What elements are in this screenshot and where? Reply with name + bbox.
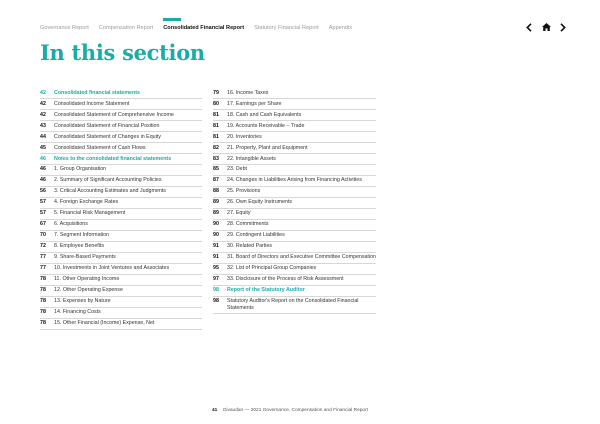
- toc-entry-link[interactable]: [213, 143, 376, 154]
- toc-entry-label: 20. Inventories: [227, 133, 262, 140]
- chevron-left-icon: [526, 23, 532, 32]
- toc-entry-link[interactable]: [213, 297, 376, 315]
- toc-entry-link[interactable]: [40, 187, 202, 198]
- toc-section-link[interactable]: [213, 286, 376, 297]
- toc-entry-link[interactable]: [40, 297, 202, 308]
- toc-entry-label: 4. Foreign Exchange Rates: [54, 199, 119, 206]
- toc-page-number: 90: [213, 221, 219, 228]
- toc-page-number: 91: [213, 243, 219, 250]
- toc-entry-link[interactable]: [213, 110, 376, 121]
- toc-entry-label: Consolidated Statement of Cash Flows: [54, 144, 146, 151]
- toc-entry-label: 19. Accounts Receivable – Trade: [227, 122, 305, 129]
- toc-page-number: 82: [213, 144, 219, 151]
- toc-section-link[interactable]: [40, 88, 202, 99]
- footer-page-number: 41: [212, 408, 218, 413]
- toc-entry-link[interactable]: [213, 264, 376, 275]
- tab-appendix[interactable]: Appendix: [328, 25, 353, 31]
- toc-entry-link[interactable]: [213, 209, 376, 220]
- toc-entry-label: Consolidated Statement of Financial Position: [54, 122, 160, 129]
- tab-statutory-financial-report[interactable]: Statutory Financial Report: [254, 25, 319, 31]
- toc-entry-link[interactable]: [40, 220, 202, 231]
- toc-entry-link[interactable]: [213, 187, 376, 198]
- toc-entry-link[interactable]: [40, 121, 202, 132]
- toc-entry-link[interactable]: [213, 88, 376, 99]
- tab-consolidated-financial-report[interactable]: Consolidated Financial Report: [163, 22, 244, 34]
- toc-entry-link[interactable]: [40, 286, 202, 297]
- toc-entry-label: Notes to the consolidated financial statements: [54, 155, 172, 162]
- toc-entry-link[interactable]: [40, 275, 202, 286]
- toc-entry-label: 31. Board of Directors and Executive Committee Compensation: [227, 254, 376, 261]
- toc-entry-label: 24. Changes in Liabilities Arising from Financing Activities: [227, 177, 362, 184]
- page-footer: [212, 408, 368, 413]
- toc-entry-label: 30. Related Parties: [227, 243, 273, 250]
- toc-entry-label: 7. Segment Information: [54, 232, 110, 239]
- toc-entry-label: Consolidated Statement of Changes in Equity: [54, 133, 161, 140]
- footer-text: Givaudan — 2021 Governance, Compensation and Financial Report: [222, 408, 369, 413]
- toc-entry-link[interactable]: [213, 242, 376, 253]
- toc-page-number: 89: [213, 199, 219, 206]
- toc-entry-label: 15. Other Financial (Income) Expense, Net: [54, 320, 155, 327]
- toc-entry-label: 3. Critical Accounting Estimates and Judgments: [54, 188, 166, 195]
- toc-entry-link[interactable]: [40, 264, 202, 275]
- toc-entry-link[interactable]: [40, 132, 202, 143]
- toc-entry-link[interactable]: [40, 319, 202, 330]
- toc-page-number: 46: [40, 177, 46, 184]
- toc-entry-link[interactable]: [40, 99, 202, 110]
- toc-entry-label: 9. Share-Based Payments: [54, 254, 116, 261]
- toc-entry-link[interactable]: [213, 176, 376, 187]
- toc-page-number: 46: [40, 166, 46, 173]
- toc-page-number: 98: [213, 298, 219, 305]
- toc-entry-link[interactable]: [40, 209, 202, 220]
- toc-entry-label: 33. Disclosure of the Process of Risk Assessment: [227, 276, 344, 283]
- toc-page-number: 89: [213, 210, 219, 217]
- toc-entry-link[interactable]: [213, 99, 376, 110]
- toc-page-number: 81: [213, 133, 219, 140]
- toc-entry-label: 28. Commitments: [227, 221, 269, 228]
- toc-page-number: 70: [40, 232, 46, 239]
- toc-entry-label: 21. Property, Plant and Equipment: [227, 144, 308, 151]
- toc-entry-link[interactable]: [213, 198, 376, 209]
- toc-page-number: 77: [40, 254, 46, 261]
- toc-page-number: 42: [40, 100, 46, 107]
- toc-entry-label: Consolidated Income Statement: [54, 100, 130, 107]
- toc-page-number: 81: [213, 122, 219, 129]
- toc-entry-link[interactable]: [213, 165, 376, 176]
- toc-page-number: 79: [213, 89, 219, 96]
- toc-left-column: [40, 88, 202, 330]
- toc-page-number: 43: [40, 122, 46, 129]
- toc-entry-link[interactable]: [213, 220, 376, 231]
- toc-entry-label: 23. Debt: [227, 166, 248, 173]
- home-button[interactable]: [541, 21, 551, 33]
- toc-page-number: 83: [213, 155, 219, 162]
- toc-entry-label: Statutory Auditor's Report on the Consolidated Financial Statements: [227, 298, 359, 312]
- tab-compensation-report[interactable]: Compensation Report: [98, 25, 154, 31]
- toc-entry-link[interactable]: [213, 154, 376, 165]
- toc-page-number: 45: [40, 144, 46, 151]
- toc-entry-label: 25. Provisions: [227, 188, 261, 195]
- toc-entry-label: 18. Cash and Cash Equivalents: [227, 111, 302, 118]
- toc-entry-label: 32. List of Principal Group Companies: [227, 265, 317, 272]
- toc-entry-label: 12. Other Operating Expense: [54, 287, 123, 294]
- toc-entry-link[interactable]: [40, 198, 202, 209]
- toc-page-number: 44: [40, 133, 46, 140]
- toc-page-number: 78: [40, 276, 46, 283]
- toc-page-number: 46: [40, 155, 46, 162]
- toc-entry-label: 11. Other Operating Income: [54, 276, 120, 283]
- toc-entry-link[interactable]: [213, 132, 376, 143]
- toc-entry-label: 14. Financing Costs: [54, 309, 101, 316]
- toc-page-number: 78: [40, 320, 46, 327]
- toc-entry-link[interactable]: [40, 165, 202, 176]
- toc-entry-label: 6. Acquisitions: [54, 221, 88, 228]
- toc-entry-label: 27. Equity: [227, 210, 251, 217]
- toc-entry-link[interactable]: [213, 275, 376, 286]
- toc-entry-label: 29. Contingent Liabilities: [227, 232, 285, 239]
- toc-page-number: 85: [213, 166, 219, 173]
- toc-entry-label: 10. Investments in Joint Ventures and Associates: [54, 265, 170, 272]
- toc-right-column: [213, 88, 376, 314]
- home-icon: [542, 23, 551, 31]
- toc-page-number: 87: [213, 177, 219, 184]
- toc-entry-label: Consolidated Statement of Comprehensive Income: [54, 111, 174, 118]
- toc-page-number: 78: [40, 309, 46, 316]
- tab-governance-report[interactable]: Governance Report: [40, 25, 89, 31]
- toc-entry-link[interactable]: [40, 308, 202, 319]
- toc-page-number: 95: [213, 265, 219, 272]
- toc-entry-label: 2. Summary of Significant Accounting Policies: [54, 177, 162, 184]
- toc-page-number: 57: [40, 199, 46, 206]
- toc-entry-link[interactable]: [213, 253, 376, 264]
- toc-page-number: 56: [40, 188, 46, 195]
- next-page-button[interactable]: [558, 21, 568, 33]
- toc-entry-link[interactable]: [40, 253, 202, 264]
- previous-page-button[interactable]: [524, 21, 534, 33]
- toc-entry-label: Report of the Statutory Auditor: [227, 287, 305, 294]
- toc-entry-link[interactable]: [40, 231, 202, 242]
- toc-entry-label: 13. Expenses by Nature: [54, 298, 111, 305]
- toc-entry-label: 26. Own Equity Instruments: [227, 199, 293, 206]
- toc-entry-link[interactable]: [40, 110, 202, 121]
- toc-page-number: 98: [213, 287, 219, 294]
- toc-page-number: 77: [40, 265, 46, 272]
- toc-page-number: 42: [40, 111, 46, 118]
- toc-entry-link[interactable]: [40, 176, 202, 187]
- toc-page-number: 42: [40, 89, 46, 96]
- chevron-right-icon: [560, 23, 566, 32]
- toc-entry-label: 1. Group Organisation: [54, 166, 107, 173]
- page-title: In this section: [40, 40, 205, 65]
- toc-entry-label: 16. Income Taxes: [227, 89, 269, 96]
- toc-page-number: 81: [213, 111, 219, 118]
- toc-page-number: 78: [40, 287, 46, 294]
- toc-entry-link[interactable]: [40, 242, 202, 253]
- toc-page-number: 78: [40, 298, 46, 305]
- toc-page-number: 80: [213, 100, 219, 107]
- toc-section-link[interactable]: [40, 154, 202, 165]
- toc-entry-label: 17. Earnings per Share: [227, 100, 282, 107]
- page-navigation: [524, 21, 568, 33]
- toc-page-number: 91: [213, 254, 219, 261]
- toc-entry-link[interactable]: [40, 143, 202, 154]
- section-tabs: [40, 22, 362, 34]
- toc-page-number: 88: [213, 188, 219, 195]
- toc-page-number: 97: [213, 276, 219, 283]
- toc-entry-label: 8. Employee Benefits: [54, 243, 105, 250]
- toc-entry-link[interactable]: [213, 121, 376, 132]
- toc-page-number: 72: [40, 243, 46, 250]
- toc-entry-link[interactable]: [213, 231, 376, 242]
- toc-entry-label: 5. Financial Risk Management: [54, 210, 126, 217]
- toc-entry-label: Consolidated financial statements: [54, 89, 140, 96]
- toc-page-number: 57: [40, 210, 46, 217]
- toc-page-number: 67: [40, 221, 46, 228]
- toc-entry-label: 22. Intangible Assets: [227, 155, 276, 162]
- toc-page-number: 90: [213, 232, 219, 239]
